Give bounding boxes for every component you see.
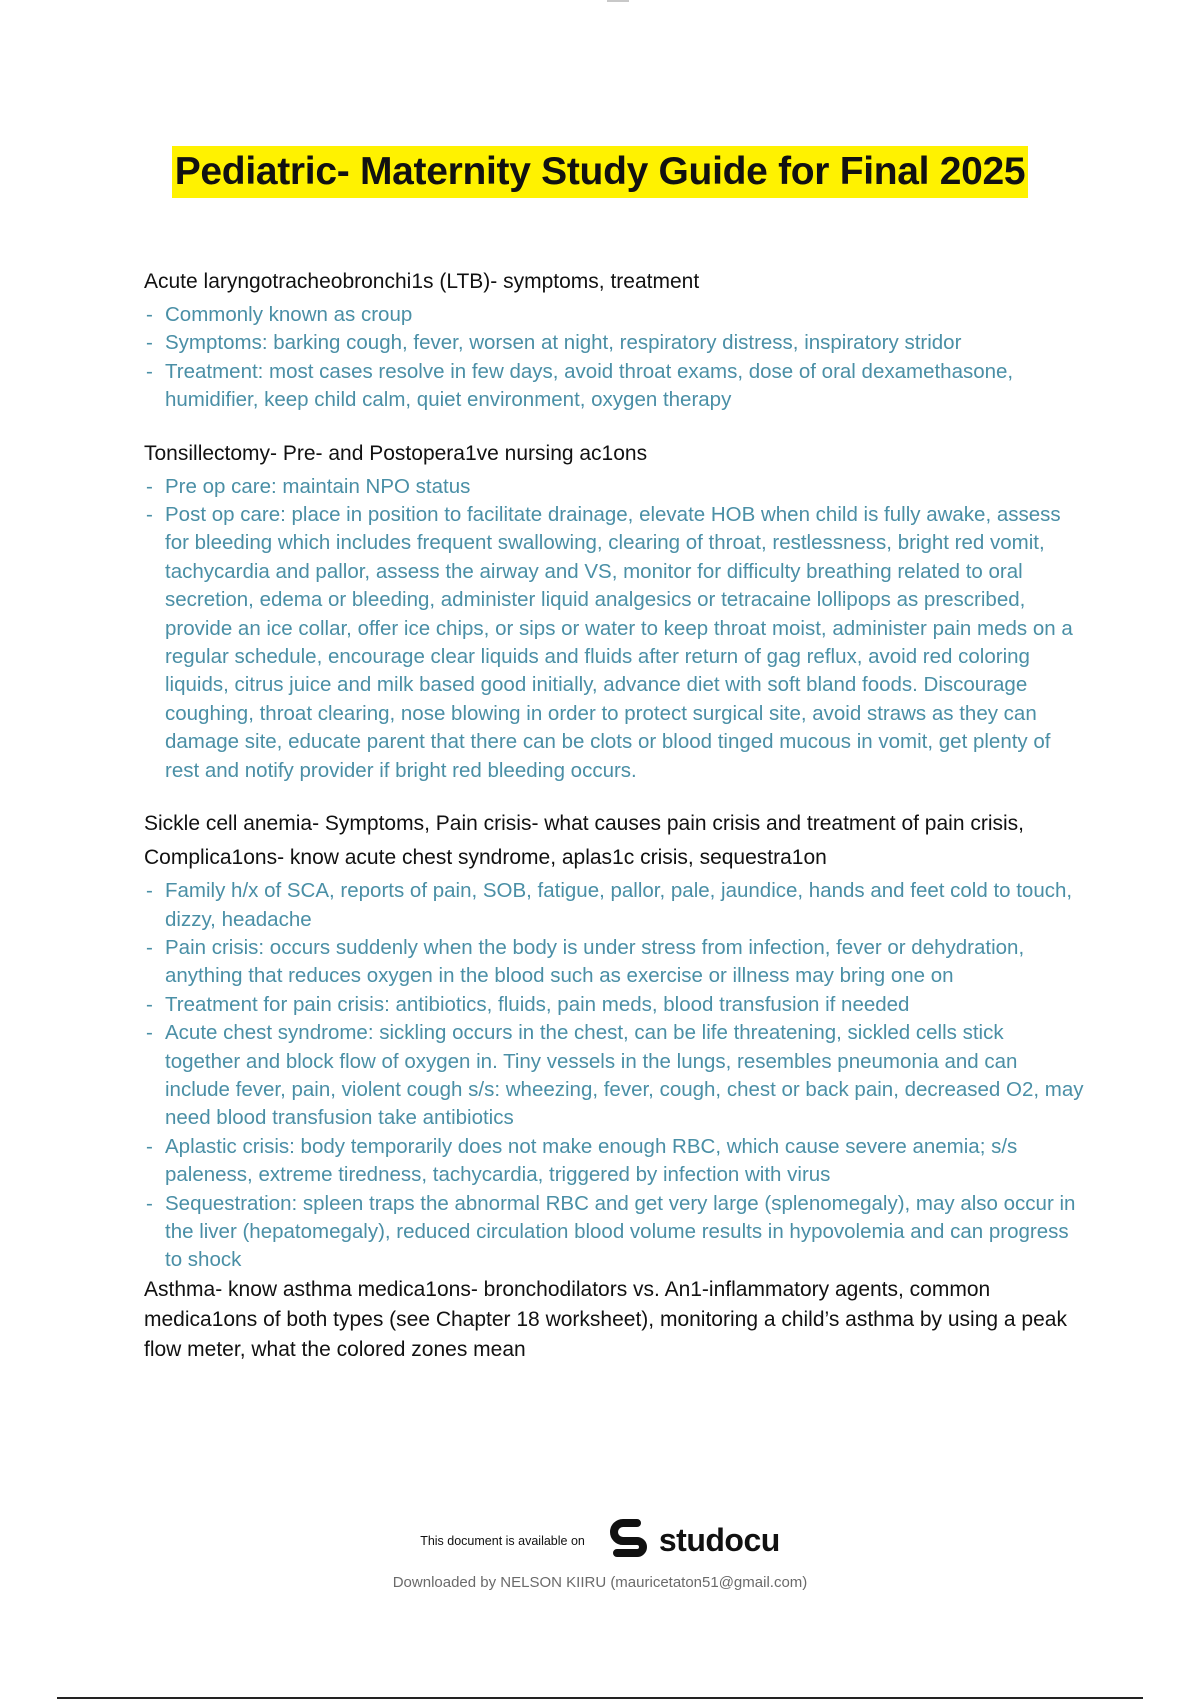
bullet-list [144, 473, 1084, 785]
page-title: Pediatric- Maternity Study Guide for Final 2025 [172, 146, 1029, 198]
bullet-item: - Treatment for pain crisis: antibiotics, fluids, pain meds, blood transfusion if needed [144, 991, 1084, 1019]
studocu-brand[interactable] [607, 1515, 780, 1566]
section-asthma [144, 1275, 1084, 1365]
section-heading: Sickle cell anemia- Symptoms, Pain crisis- what causes pain crisis and treatment of pain crisis, Complica1ons- know acute chest syndrome, aplas1c crisis, sequestra1on [144, 812, 1024, 870]
bullet-item: - Sequestration: spleen traps the abnormal RBC and get very large (splenomegaly), may also occur in the liver (hepatomegaly), reduced circulation blood volume results in hypovolemia and can progress to shock [144, 1190, 1084, 1275]
top-page-mark [607, 0, 629, 2]
bullet-item: - Post op care: place in position to facilitate drainage, elevate HOB when child is fully awake, assess for bleeding which includes frequent swallowing, clearing of throat, restlessness, bright red vomit, tachycardia and pallor, assess the airway and VS, monitor for difficulty breathing related to oral secretion, edema or bleeding, administer liquid analgesics or tetracaine lollipops as prescribed, provide an ice collar, offer ice chips, or sips or water to keep throat moist, administer pain meds on a regular schedule, encourage clear liquids and fluids after return of gag reflux, avoid red coloring liquids, citrus juice and milk based good initially, advance diet with soft bland foods. Discourage coughing, throat clearing, nose blowing in order to protect surgical site, avoid straws as they can damage site, educate parent that there can be clots or blood tinged mucous in vomit, get plenty of rest and notify provider if bright red bleeding occurs. [144, 501, 1084, 785]
availability-row [420, 1515, 780, 1566]
studocu-wordmark: studocu [658, 1522, 780, 1558]
section-heading: Asthma- know asthma medica1ons- bronchodilators vs. An1-inflammatory agents, common medica1ons of both types (see Chapter 18 worksheet), monitoring a child’s asthma by using a peak flow meter, what the colored zones mean [144, 1277, 1067, 1361]
studocu-footer [0, 1515, 1200, 1591]
section-sickle-cell [144, 807, 1084, 1275]
title-container [0, 146, 1200, 198]
availability-text: This document is available on [420, 1533, 585, 1548]
bullet-item: - Symptoms: barking cough, fever, worsen at night, respiratory distress, inspiratory stridor [144, 329, 1084, 357]
document-body [144, 265, 1084, 1367]
section-ltb [144, 265, 1084, 415]
bullet-item: - Pre op care: maintain NPO status [144, 473, 1084, 501]
downloaded-by-text: Downloaded by NELSON KIIRU (mauricetaton51@gmail.com) [392, 1574, 808, 1591]
bullet-list [144, 877, 1084, 1275]
bullet-item: - Family h/x of SCA, reports of pain, SOB, fatigue, pallor, pale, jaundice, hands and feet cold to touch, dizzy, headache [144, 877, 1084, 934]
bullet-item: - Acute chest syndrome: sickling occurs in the chest, can be life threatening, sickled cells stick together and block flow of oxygen in. Tiny vessels in the lungs, resembles pneumonia and can include fever, pain, violent cough s/s: wheezing, fever, cough, chest or back pain, decreased O2, may need blood transfusion take antibiotics [144, 1019, 1084, 1133]
bullet-item: - Aplastic crisis: body temporarily does not make enough RBC, which cause severe anemia; s/s paleness, extreme tiredness, tachycardia, triggered by infection with virus [144, 1133, 1084, 1190]
bullet-list [144, 301, 1084, 415]
section-heading: Tonsillectomy- Pre- and Postopera1ve nursing ac1ons [144, 441, 648, 465]
bottom-divider [57, 1697, 1143, 1699]
bullet-item: - Commonly known as croup [144, 301, 1084, 329]
bullet-item: - Pain crisis: occurs suddenly when the body is under stress from infection, fever or dehydration, anything that reduces oxygen in the blood such as exercise or illness may bring one on [144, 934, 1084, 991]
bullet-item: - Treatment: most cases resolve in few days, avoid throat exams, dose of oral dexamethasone, humidifier, keep child calm, quiet environment, oxygen therapy [144, 358, 1084, 415]
studocu-logo-icon [607, 1515, 653, 1566]
section-tonsillectomy [144, 437, 1084, 785]
section-heading: Acute laryngotracheobronchi1s (LTB)- symptoms, treatment [144, 270, 700, 293]
